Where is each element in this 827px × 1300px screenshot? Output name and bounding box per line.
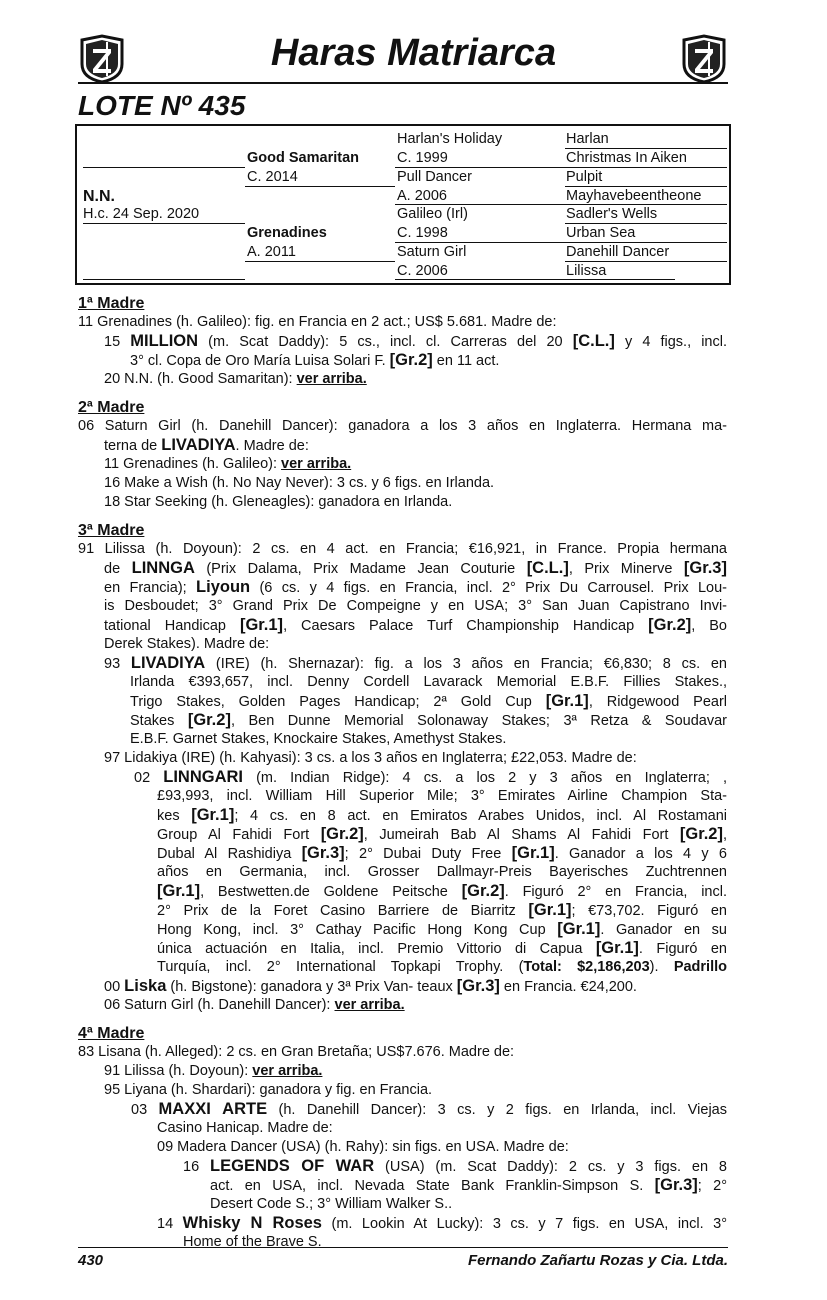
granddam-maternal: Saturn Girl — [397, 244, 467, 260]
pedigree-line — [395, 167, 565, 168]
page-number: 430 — [78, 1252, 104, 1269]
grandsire-paternal: Harlan's Holiday — [397, 131, 503, 147]
section-heading-4: 4ª Madre — [78, 1025, 145, 1042]
ancestor-dss: Sadler's Wells — [566, 206, 658, 222]
pedigree-line — [565, 223, 727, 224]
m3-line: [Gr.1], Bestwetten.de Goldene Peitsche [Gr.2]. Figuró 2° en Francia, incl. — [157, 882, 727, 900]
m4-line: 91 Lilissa (h. Doyoun): ver arriba. — [104, 1063, 323, 1079]
z-shield-logo-icon — [680, 34, 728, 84]
m4-line: act. en USA, incl. Nevada State Bank Franklin-Simpson S. [Gr.3]; 2° — [210, 1176, 727, 1194]
m3-line: 02 LINNGARI (m. Indian Ridge): 4 cs. a los 2 y 3 años en Inglaterra; , — [134, 768, 727, 786]
granddam-paternal: Pull Dancer — [397, 169, 472, 185]
page-title: Haras Matriarca — [270, 32, 557, 74]
m4-line: Home of the Brave S. — [183, 1234, 322, 1250]
footer-company: Fernando Zañartu Rozas y Cia. Ltda. — [467, 1252, 728, 1269]
section-heading-2: 2ª Madre — [78, 399, 145, 416]
m4-line: Casino Hanicap. Madre de: — [157, 1120, 333, 1136]
m3-line: de LINNGA (Prix Dalama, Prix Madame Jean Couturie [C.L.], Prix Minerve [Gr.3] — [104, 559, 727, 577]
m2-line: 16 Make a Wish (h. No Nay Never): 3 cs. y 6 figs. en Irlanda. — [104, 475, 495, 491]
m3-line: tational Handicap [Gr.1], Caesars Palace Turf Championship Handicap [Gr.2], Bo — [104, 616, 727, 634]
pedigree-line — [565, 242, 727, 243]
horse-name: N.N. — [83, 188, 115, 205]
header-divider — [78, 82, 728, 84]
pedigree-line — [245, 186, 395, 187]
m2-line: 06 Saturn Girl (h. Danehill Dancer): ganadora a los 3 años en Inglaterra. Hermana ma- — [78, 418, 727, 434]
m3-line: Group Al Fahidi Fort [Gr.2], Jumeirah Bab Al Shams Al Fahidi Fort [Gr.2], — [157, 825, 728, 843]
section-heading-3: 3ª Madre — [78, 522, 145, 539]
ancestor-sss: Harlan — [566, 131, 609, 147]
m3-line: 2° Prix de la Foret Casino Barriere de Biarritz [Gr.1]; €73,702. Figuró en — [157, 901, 727, 919]
m3-line: Trigo Stakes, Golden Pages Handicap; 2ª Gold Cup [Gr.1], Ridgewood Pearl — [130, 692, 727, 710]
m3-line: 93 LIVADIYA (IRE) (h. Shernazar): fig. a los 3 años en Francia; €6,830; 8 cs. en — [104, 654, 727, 672]
m4-line: 16 LEGENDS OF WAR (USA) (m. Scat Daddy): 2 cs. y 3 figs. en 8 — [183, 1157, 727, 1175]
dam-name: Grenadines — [247, 225, 327, 241]
m3-line: Irlanda €393,657, incl. Denny Cordell Lavarack Memorial E.B.F. Fillies Stakes., — [130, 674, 727, 690]
m3-line: Derek Stakes). Madre de: — [104, 636, 270, 652]
pedigree-line — [565, 186, 727, 187]
m4-line: 14 Whisky N Roses (m. Lookin At Lucky): 3 cs. y 7 figs. en USA, incl. 3° — [157, 1214, 727, 1232]
granddam-maternal-birth: C. 2006 — [397, 263, 448, 279]
m3-line: 91 Lilissa (h. Doyoun): 2 cs. en 4 act. en Francia; €16,921, in France. Propia hermana — [78, 541, 727, 557]
m3-line: Stakes [Gr.2], Ben Dunne Memorial Solonaway Stakes; 3ª Retza & Soudavar — [130, 711, 728, 729]
m4-line: 95 Liyana (h. Shardari): ganadora y fig. en Francia. — [104, 1082, 433, 1098]
grandsire-maternal: Galileo (Irl) — [397, 206, 468, 222]
m1-line: 11 Grenadines (h. Galileo): fig. en Francia en 2 act.; US$ 5.681. Madre de: — [78, 314, 557, 330]
m3-line: en Francia); Liyoun (6 cs. y 4 figs. en Francia, incl. 2° Prix Du Carrousel. Prix Lou- — [104, 578, 727, 596]
ancestor-dsd: Urban Sea — [566, 225, 636, 241]
m3-line: 06 Saturn Girl (h. Danehill Dancer): ver arriba. — [104, 997, 405, 1013]
pedigree-line — [395, 242, 565, 243]
pedigree-line — [83, 279, 245, 280]
pedigree-line — [565, 148, 727, 149]
grandsire-maternal-birth: C. 1998 — [397, 225, 448, 241]
m3-line: años en Germania, incl. Grosser Dallmayr-Preis Bayerisches Zuchtrennen — [157, 864, 727, 880]
granddam-paternal-birth: A. 2006 — [397, 188, 447, 204]
footer-divider — [78, 1247, 728, 1248]
ancestor-dds: Danehill Dancer — [566, 244, 670, 260]
pedigree-line — [565, 167, 727, 168]
ancestor-sdd: Mayhavebeentheone — [566, 188, 702, 204]
pedigree-line — [245, 261, 395, 262]
m3-line: Dubal Al Rashidiya [Gr.3]; 2° Dubai Duty Free [Gr.1]. Ganador a los 4 y 6 — [157, 844, 727, 862]
m3-line: is Desboudet; 3° Grand Prix De Compeigne y en USA; 3° San Juan Capistrano Invi- — [104, 598, 727, 614]
m4-line: 83 Lisana (h. Alleged): 2 cs. en Gran Bretaña; US$7.676. Madre de: — [78, 1044, 515, 1060]
m3-line: Turquía, incl. 2° International Topkapi Trophy. (Total: $2,186,203). Padrillo — [157, 959, 727, 975]
pedigree-line — [565, 261, 727, 262]
m3-line: Hong Kong, incl. 3° Cathay Pacific Hong Kong Cup [Gr.1]. Ganador en su — [157, 920, 727, 938]
m3-line: única actuación en Italia, incl. Premio Vittorio di Capua [Gr.1]. Figuró en — [157, 939, 727, 957]
grandsire-paternal-birth: C. 1999 — [397, 150, 448, 166]
m1-line: 15 MILLION (m. Scat Daddy): 5 cs., incl. cl. Carreras del 20 [C.L.] y 4 figs., incl. — [104, 332, 727, 350]
section-heading-1: 1ª Madre — [78, 295, 145, 312]
sire-birth: C. 2014 — [247, 169, 298, 185]
m2-line: 11 Grenadines (h. Galileo): ver arriba. — [104, 456, 352, 472]
m1-line: 20 N.N. (h. Good Samaritan): ver arriba. — [104, 371, 367, 387]
sire-name: Good Samaritan — [247, 150, 359, 166]
pedigree-table — [75, 124, 731, 285]
pedigree-line — [83, 223, 245, 224]
m2-line: terna de LIVADIYA. Madre de: — [104, 436, 309, 454]
m3-line: 00 Liska (h. Bigstone): ganadora y 3ª Prix Van- teaux [Gr.3] en Francia. €24,200. — [104, 977, 637, 995]
ancestor-sds: Pulpit — [566, 169, 603, 185]
horse-birth: H.c. 24 Sep. 2020 — [83, 206, 200, 222]
m4-line: 03 MAXXI ARTE (h. Danehill Dancer): 3 cs. y 2 figs. en Irlanda, incl. Viejas — [131, 1100, 727, 1118]
m3-line: 97 Lidakiya (IRE) (h. Kahyasi): 3 cs. a los 3 años en Inglaterra; £22,053. Madre de: — [104, 750, 637, 766]
m2-line: 18 Star Seeking (h. Gleneagles): ganadora en Irlanda. — [104, 494, 453, 510]
m4-line: 09 Madera Dancer (USA) (h. Rahy): sin figs. en USA. Madre de: — [157, 1139, 569, 1155]
m1-line: 3° cl. Copa de Oro María Luisa Solari F. [Gr.2] en 11 act. — [130, 351, 500, 369]
m3-line: £93,993, incl. William Hill Superior Mile; 3° Emirates Airline Champion Sta- — [157, 788, 727, 804]
pedigree-line — [83, 167, 245, 168]
m4-line: Desert Code S.; 3° William Walker S.. — [210, 1196, 453, 1212]
m3-line: E.B.F. Garnet Stakes, Knockaire Stakes, Amethyst Stakes. — [130, 731, 507, 747]
ancestor-ddd: Lilissa — [566, 263, 607, 279]
m3-line: kes [Gr.1]; 4 cs. en 8 act. en Emiratos Arabes Unidos, incl. Al Rostamani — [157, 806, 728, 824]
ancestor-ssd: Christmas In Aiken — [566, 150, 687, 166]
dam-birth: A. 2011 — [247, 244, 296, 260]
lot-title: LOTE Nº 435 — [78, 90, 246, 121]
